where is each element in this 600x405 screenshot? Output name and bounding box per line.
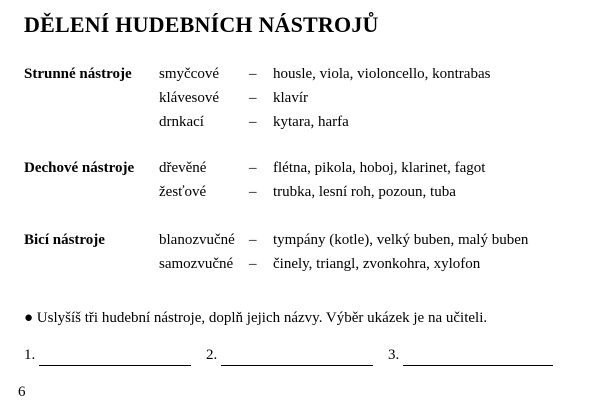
- instrument-list: kytara, harfa: [273, 114, 349, 130]
- instrument-list: housle, viola, violoncello, kontrabas: [273, 66, 491, 82]
- group-dechove: [0, 156, 600, 204]
- dash-separator: –: [249, 66, 257, 82]
- answer-field-3[interactable]: [388, 344, 553, 366]
- instrument-list: flétna, pikola, hoboj, klarinet, fagot: [273, 160, 486, 176]
- page-title: DĚLENÍ HUDEBNÍCH NÁSTROJŮ: [24, 12, 379, 37]
- subcategory-label: samozvučné: [159, 256, 234, 272]
- table-row: [0, 180, 600, 204]
- subcategory-label: blanozvučné: [159, 232, 235, 248]
- answer-field-1[interactable]: [24, 344, 191, 366]
- answer-blank-line[interactable]: [221, 349, 373, 366]
- dash-separator: –: [249, 232, 257, 248]
- subcategory-label: klávesové: [159, 90, 219, 106]
- table-row: [0, 156, 600, 180]
- answer-number: 1.: [24, 347, 36, 363]
- dash-separator: –: [249, 114, 257, 130]
- table-row: [0, 110, 600, 134]
- subcategory-label: žesťové: [159, 184, 207, 200]
- dash-separator: –: [249, 184, 257, 200]
- group-bici: [0, 228, 600, 276]
- dash-separator: –: [249, 256, 257, 272]
- subcategory-label: smyčcové: [159, 66, 219, 82]
- instrument-list: tympány (kotle), velký buben, malý buben: [273, 232, 529, 248]
- instrument-list: trubka, lesní roh, pozoun, tuba: [273, 184, 456, 200]
- group-strunne: [0, 62, 600, 134]
- answer-number: 2.: [206, 347, 218, 363]
- answer-fields: [24, 344, 584, 368]
- table-row: [0, 86, 600, 110]
- dash-separator: –: [249, 90, 257, 106]
- subcategory-label: dřevěné: [159, 160, 207, 176]
- answer-number: 3.: [388, 347, 400, 363]
- table-row: [0, 62, 600, 86]
- instrument-list: klavír: [273, 90, 308, 106]
- exercise-instruction: ● Uslyšíš tři hudební nástroje, doplň jejich názvy. Výběr ukázek je na učiteli.: [24, 310, 488, 326]
- table-row: [0, 228, 600, 252]
- dash-separator: –: [249, 160, 257, 176]
- table-row: [0, 252, 600, 276]
- instrument-list: činely, triangl, zvonkohra, xylofon: [273, 256, 481, 272]
- answer-blank-line[interactable]: [403, 349, 553, 366]
- category-label: Dechové nástroje: [24, 160, 135, 176]
- category-label: Bicí nástroje: [24, 232, 105, 248]
- answer-blank-line[interactable]: [39, 349, 191, 366]
- subcategory-label: drnkací: [159, 114, 204, 130]
- page-number: 6: [18, 384, 26, 400]
- answer-field-2[interactable]: [206, 344, 373, 366]
- category-label: Strunné nástroje: [24, 66, 132, 82]
